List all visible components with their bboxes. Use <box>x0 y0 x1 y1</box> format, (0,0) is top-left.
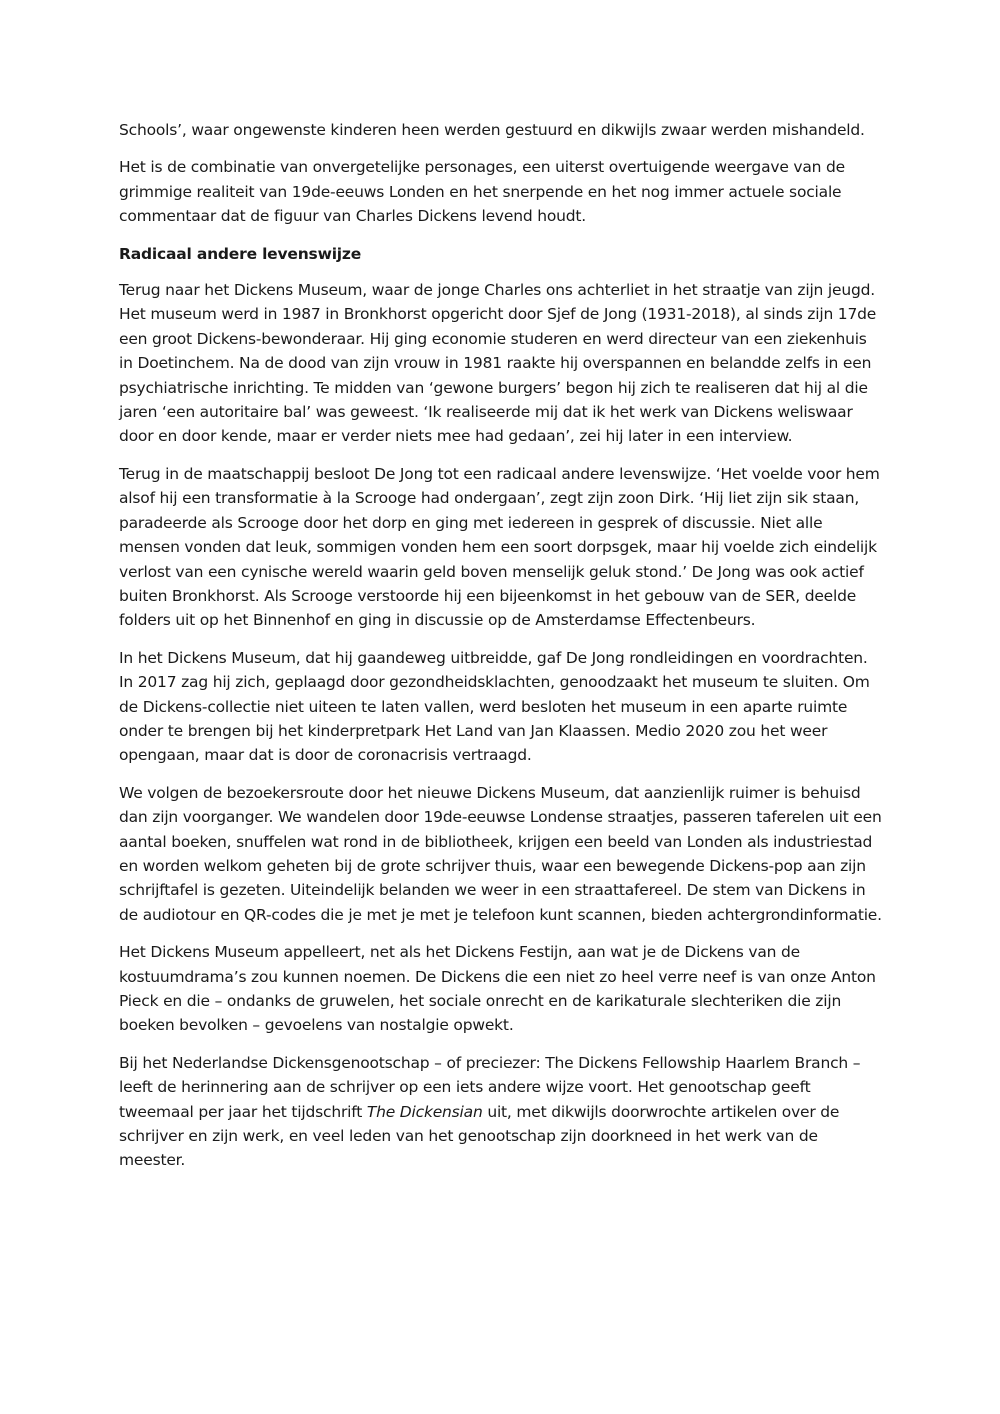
paragraph-text: uit, met dikwijls doorwrochte artikelen over de schrijver en zijn werk, en veel leden van het genootschap zijn doorkneed in het werk van de meester. <box>119 1102 840 1170</box>
journal-title: The Dickensian <box>366 1102 483 1121</box>
paragraph: In het Dickens Museum, dat hij gaandeweg uitbreidde, gaf De Jong rondleidingen en voordrachten. In 2017 zag hij zich, geplaagd door gezondheidsklachten, genoodzaakt het museum te sluiten. Om de Dickens-collectie niet uiteen te laten vallen, werd besloten het museum in een aparte ruimte onder te brengen bij het kinderpretpark Het Land van Jan Klaassen. Medio 2020 zou het weer opengaan, maar dat is door de coronacrisis vertraagd. <box>119 648 870 765</box>
section-heading: Radicaal andere levenswijze <box>119 244 362 263</box>
paragraph: Schools’, waar ongewenste kinderen heen werden gestuurd en dikwijls zwaar werden mishandeld. <box>119 121 865 139</box>
paragraph-text: Bij het Nederlandse Dickensgenootschap – of preciezer: The Dickens Fellowship Haarlem Branch – leeft de herinnering aan de schrijver op een iets andere wijze voort. Het genootschap geeft tweemaal per jaar het tijdschrift <box>119 1053 861 1121</box>
paragraph: We volgen de bezoekersroute door het nieuwe Dickens Museum, dat aanzienlijk ruimer is behuisd dan zijn voorganger. We wandelen door 19de-eeuwse Londense straatjes, passeren taferelen uit een aantal boeken, snuffelen wat rond in de bibliotheek, krijgen een beeld van Londen als industriestad en worden welkom geheten bij de grote schrijver thuis, waar een bewegende Dickens-pop aan zijn schrijftafel is gezeten. Uiteindelijk belanden we weer in een straattafereel. De stem van Dickens in de audiotour en QR-codes die je met je met je telefoon kunt scannen, bieden achtergrondinformatie. <box>119 783 882 924</box>
paragraph <box>119 1051 884 1173</box>
paragraph: Terug in de maatschappij besloot De Jong tot een radicaal andere levenswijze. ‘Het voelde voor hem alsof hij een transformatie à la Scrooge had ondergaan’, zegt zijn zoon Dirk. ‘Hij liet zijn sik staan, paradeerde als Scrooge door het dorp en ging met iedereen in gesprek of discussie. Niet alle mensen vonden dat leuk, sommigen vonden hem een soort dorpsgek, maar hij voelde zich eindelijk verlost van een cynische wereld waarin geld boven menselijk geluk stond.’ De Jong was ook actief buiten Bronkhorst. Als Scrooge verstoorde hij een bijeenkomst in het gebouw van de SER, deelde folders uit op het Binnenhof en ging in discussie op de Amsterdamse Effectenbeurs. <box>119 464 880 630</box>
document-page <box>119 118 884 1186</box>
paragraph: Terug naar het Dickens Museum, waar de jonge Charles ons achterliet in het straatje van zijn jeugd. Het museum werd in 1987 in Bronkhorst opgericht door Sjef de Jong (1931-2018), al sinds zijn 17de een groot Dickens-bewonderaar. Hij ging economie studeren en werd directeur van een ziekenhuis in Doetinchem. Na de dood van zijn vrouw in 1981 raakte hij overspannen en belandde zelfs in een psychiatrische inrichting. Te midden van ‘gewone burgers’ begon hij zich te realiseren dat hij al die jaren ‘een autoritaire bal’ was geweest. ‘Ik realiseerde mij dat ik het werk van Dickens weliswaar door en door kende, maar er verder niets mee had gedaan’, zei hij later in een interview. <box>119 281 877 446</box>
paragraph: Het is de combinatie van onvergetelijke personages, een uiterst overtuigende weergave van de grimmige realiteit van 19de-eeuws Londen en het snerpende en het nog immer actuele sociale commentaar dat de figuur van Charles Dickens levend houdt. <box>119 158 846 226</box>
paragraph: Het Dickens Museum appelleert, net als het Dickens Festijn, aan wat je de Dickens van de kostuumdrama’s zou kunnen noemen. De Dickens die een niet zo heel verre neef is van onze Anton Pieck en die – ondanks de gruwelen, het sociale onrecht en de karikaturale slechteriken die zijn boeken bevolken – gevoelens van nostalgie opwekt. <box>119 943 876 1035</box>
